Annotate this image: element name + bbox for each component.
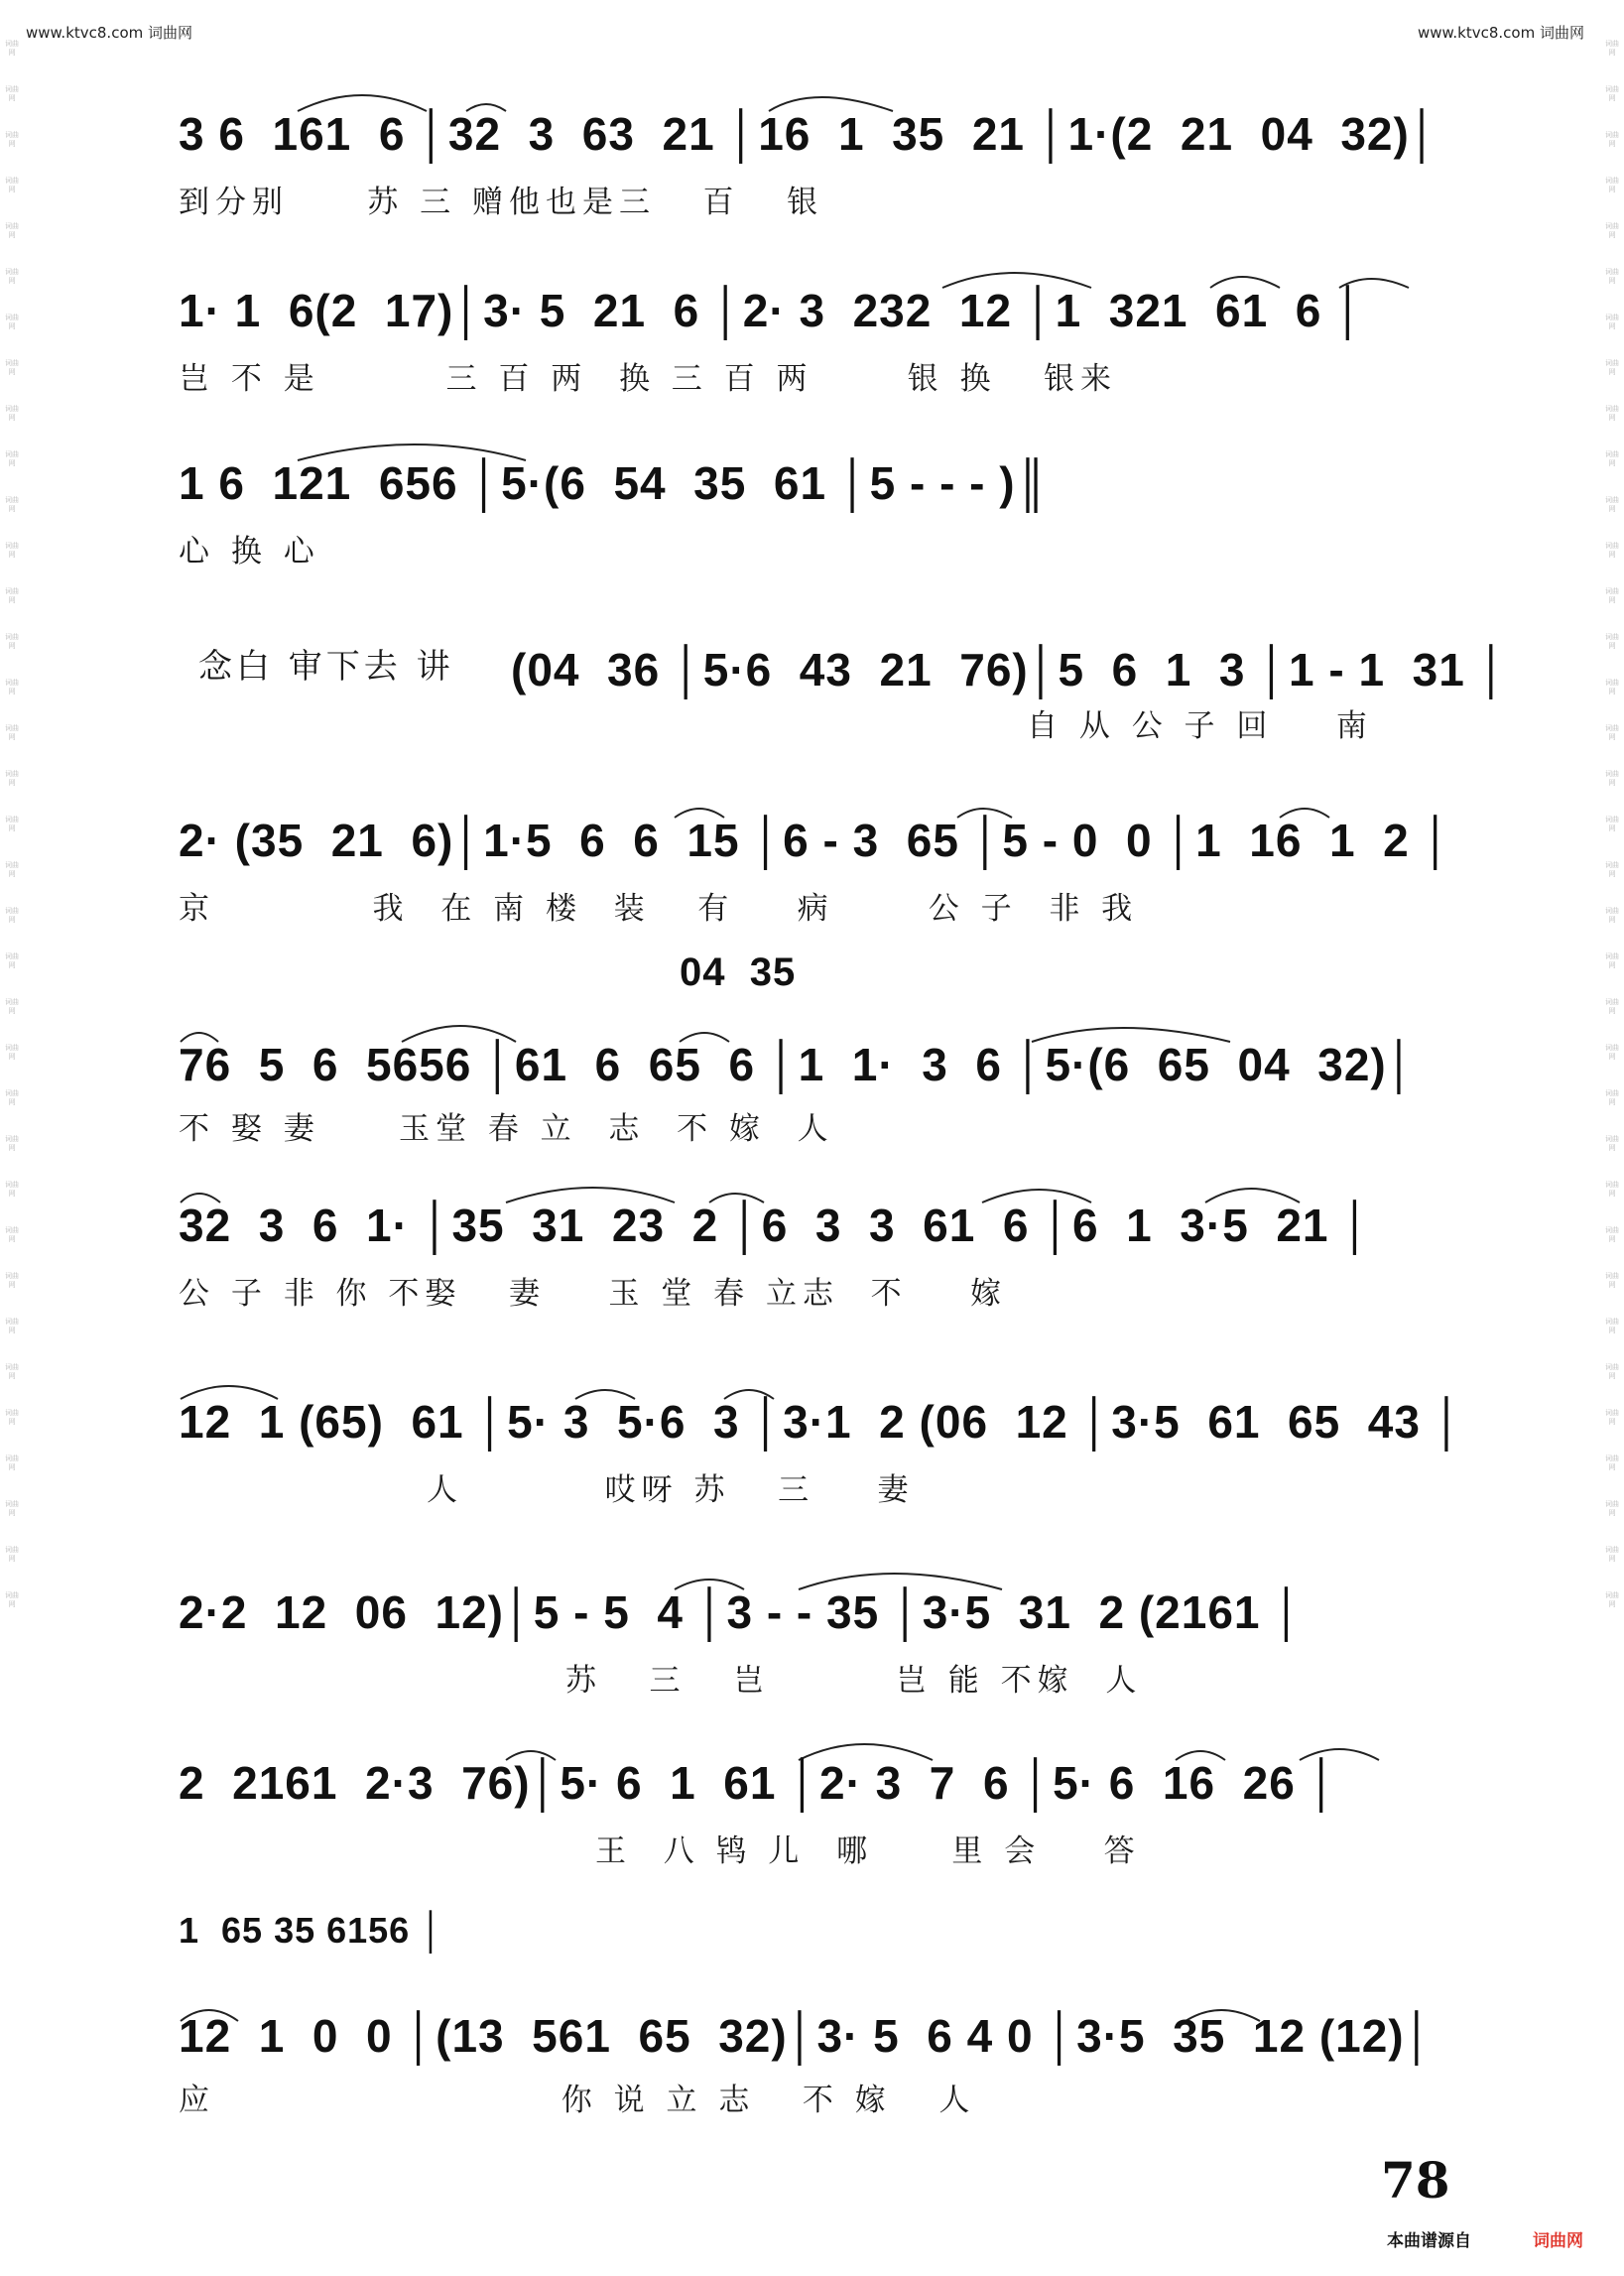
notation-line: 76 5 6 5656 │61 6 65 6 │1 1· 3 6 │5·(6 65 04 32)│	[179, 1039, 1417, 1090]
side-mark: 词曲网	[5, 314, 19, 330]
side-mark: 词曲网	[1605, 268, 1619, 285]
notation-line: 2·2 12 06 12)│5 - 5 4 │3 - - 35 │3·5 31 2 (2161 │	[179, 1586, 1305, 1638]
side-mark: 词曲网	[5, 268, 19, 285]
side-mark: 词曲网	[5, 1272, 19, 1289]
side-mark: 词曲网	[1605, 861, 1619, 878]
side-mark: 词曲网	[5, 907, 19, 924]
score-row-7	[179, 1171, 1468, 1320]
side-mark: 词曲网	[1605, 450, 1619, 467]
side-mark: 词曲网	[1605, 1044, 1619, 1061]
side-mark: 词曲网	[5, 1044, 19, 1061]
side-mark: 词曲网	[1605, 40, 1619, 57]
side-mark: 词曲网	[1605, 816, 1619, 832]
side-mark: 词曲网	[1605, 952, 1619, 969]
lyrics-line: 应 你 说 立 志 不 嫁 人	[179, 2083, 976, 2118]
side-mark: 词曲网	[1605, 222, 1619, 239]
side-mark: 词曲网	[5, 861, 19, 878]
side-mark: 词曲网	[1605, 405, 1619, 422]
side-mark: 词曲网	[5, 1363, 19, 1380]
side-mark: 词曲网	[1605, 998, 1619, 1015]
notation-line: 12 1 0 0 │(13 561 65 32)│3· 5 6 4 0 │3·5 35 12 (12)│	[179, 2010, 1435, 2062]
lyrics-line: 王 八 鸨 儿 哪 里 会 答	[595, 1833, 1141, 1869]
score-row-2	[179, 256, 1468, 405]
side-mark: 词曲网	[5, 359, 19, 376]
side-mark: 词曲网	[5, 131, 19, 148]
notation-line-above: 04 35	[680, 950, 797, 994]
side-mark: 词曲网	[5, 40, 19, 57]
side-mark: 词曲网	[1605, 1500, 1619, 1517]
score-row-10	[179, 1728, 1468, 1877]
side-mark: 词曲网	[1605, 1181, 1619, 1198]
side-mark: 词曲网	[1605, 1454, 1619, 1471]
lyrics-line: 公 子 非 你 不娶 妻 玉 堂 春 立志 不 嫁	[179, 1276, 1008, 1312]
side-mark: 词曲网	[1605, 1226, 1619, 1243]
side-mark: 词曲网	[5, 633, 19, 650]
side-mark: 词曲网	[5, 587, 19, 604]
side-mark: 词曲网	[1605, 679, 1619, 695]
side-mark: 词曲网	[1605, 1591, 1619, 1608]
side-mark: 词曲网	[1605, 1135, 1619, 1152]
notation-line: 3 6 161 6 │32 3 63 21 │16 1 35 21 │1·(2 21 04 32)│	[179, 108, 1439, 160]
side-mark: 词曲网	[5, 998, 19, 1015]
side-mark: 词曲网	[1605, 131, 1619, 148]
side-mark: 词曲网	[1605, 359, 1619, 376]
side-watermark-left	[4, 40, 20, 2242]
side-mark: 词曲网	[5, 1089, 19, 1106]
side-mark: 词曲网	[1605, 1409, 1619, 1426]
side-mark: 词曲网	[5, 1318, 19, 1334]
side-mark: 词曲网	[5, 542, 19, 559]
lyrics-line: 岂 不 是 三 百 两 换 三 百 两 银 换 银来	[179, 361, 1118, 397]
side-mark: 词曲网	[5, 177, 19, 193]
side-mark: 词曲网	[5, 1181, 19, 1198]
side-mark: 词曲网	[5, 222, 19, 239]
side-mark: 词曲网	[1605, 1089, 1619, 1106]
side-mark: 词曲网	[5, 1454, 19, 1471]
notation-line: 12 1 (65) 61 │5· 3 5·6 3 │3·1 2 (06 12 │3·5 61 65 43 │	[179, 1396, 1464, 1448]
side-mark: 词曲网	[5, 85, 19, 102]
side-mark: 词曲网	[1605, 542, 1619, 559]
side-mark: 词曲网	[5, 952, 19, 969]
score-row-1	[179, 79, 1468, 228]
side-mark: 词曲网	[5, 816, 19, 832]
side-watermark-right	[1604, 40, 1620, 2242]
side-mark: 词曲网	[1605, 724, 1619, 741]
side-mark: 词曲网	[5, 1546, 19, 1563]
score-row-9	[179, 1558, 1468, 1707]
side-mark: 词曲网	[5, 1135, 19, 1152]
notation-line: (04 36 │5·6 43 21 76)│5 6 1 3 │1 - 1 31 │	[511, 644, 1509, 695]
score-row-4	[179, 615, 1509, 764]
notation-line: 32 3 6 1· │35 31 23 2 │6 3 3 61 6 │6 1 3·5 21 │	[179, 1200, 1373, 1251]
lyrics-line: 京 我 在 南 楼 装 有 病 公 子 非 我	[179, 891, 1139, 927]
score-row-6	[179, 950, 1468, 1149]
side-mark: 词曲网	[1605, 314, 1619, 330]
notation-line: 2 2161 2·3 76)│5· 6 1 61 │2· 3 7 6 │5· 6 16 26 │	[179, 1757, 1339, 1809]
side-mark: 词曲网	[1605, 85, 1619, 102]
score-row-3	[179, 429, 1468, 577]
score-row-8	[179, 1367, 1468, 1516]
side-mark: 词曲网	[1605, 587, 1619, 604]
side-mark: 词曲网	[1605, 907, 1619, 924]
side-mark: 词曲网	[1605, 177, 1619, 193]
notation-line: 1 6 121 656 │5·(6 54 35 61 │5 - - - )║	[179, 457, 1050, 509]
footer-source: 本曲谱源自	[1387, 2231, 1471, 2251]
lyrics-line: 心 换 心	[179, 534, 320, 569]
side-mark: 词曲网	[5, 450, 19, 467]
footer-brand: 词曲网	[1533, 2231, 1583, 2251]
notation-line-above: 1 65 35 6156 │	[179, 1910, 444, 1951]
side-mark: 词曲网	[1605, 1318, 1619, 1334]
side-mark: 词曲网	[5, 679, 19, 695]
side-mark: 词曲网	[5, 405, 19, 422]
score-row-11	[179, 1910, 1468, 2128]
lyrics-line: 人 哎呀 苏 三 妻	[427, 1472, 915, 1508]
lyrics-line: 自 从 公 子 回 南	[1027, 708, 1373, 744]
header-right: www.ktvc8.com 词曲网	[1417, 24, 1584, 42]
page-number: 78	[1381, 2151, 1450, 2210]
notation-line: 1· 1 6(2 17)│3· 5 21 6 │2· 3 232 12 │1 321 61 6 │	[179, 285, 1365, 336]
side-mark: 词曲网	[5, 496, 19, 513]
side-mark: 词曲网	[5, 1409, 19, 1426]
lyrics-line: 苏 三 岂 岂 能 不嫁 人	[565, 1663, 1143, 1699]
side-mark: 词曲网	[1605, 770, 1619, 787]
spoken-line: 念白 审下去 讲	[198, 647, 454, 687]
lyrics-line: 不 娶 妻 玉堂 春 立 志 不 嫁 人	[179, 1111, 834, 1147]
notation-line: 2· (35 21 6)│1·5 6 6 15 │6 - 3 65 │5 - 0 0 │1 16 1 2 │	[179, 815, 1453, 866]
header-left: www.ktvc8.com 词曲网	[26, 24, 193, 42]
side-mark: 词曲网	[5, 1226, 19, 1243]
lyrics-line: 到分别 苏 三 赠他也是三 百 银	[179, 185, 824, 220]
side-mark: 词曲网	[5, 1591, 19, 1608]
side-mark: 词曲网	[1605, 1272, 1619, 1289]
side-mark: 词曲网	[1605, 1363, 1619, 1380]
score-row-5	[179, 786, 1468, 935]
side-mark: 词曲网	[5, 770, 19, 787]
side-mark: 词曲网	[1605, 633, 1619, 650]
side-mark: 词曲网	[5, 724, 19, 741]
side-mark: 词曲网	[1605, 496, 1619, 513]
side-mark: 词曲网	[1605, 1546, 1619, 1563]
side-mark: 词曲网	[5, 1500, 19, 1517]
